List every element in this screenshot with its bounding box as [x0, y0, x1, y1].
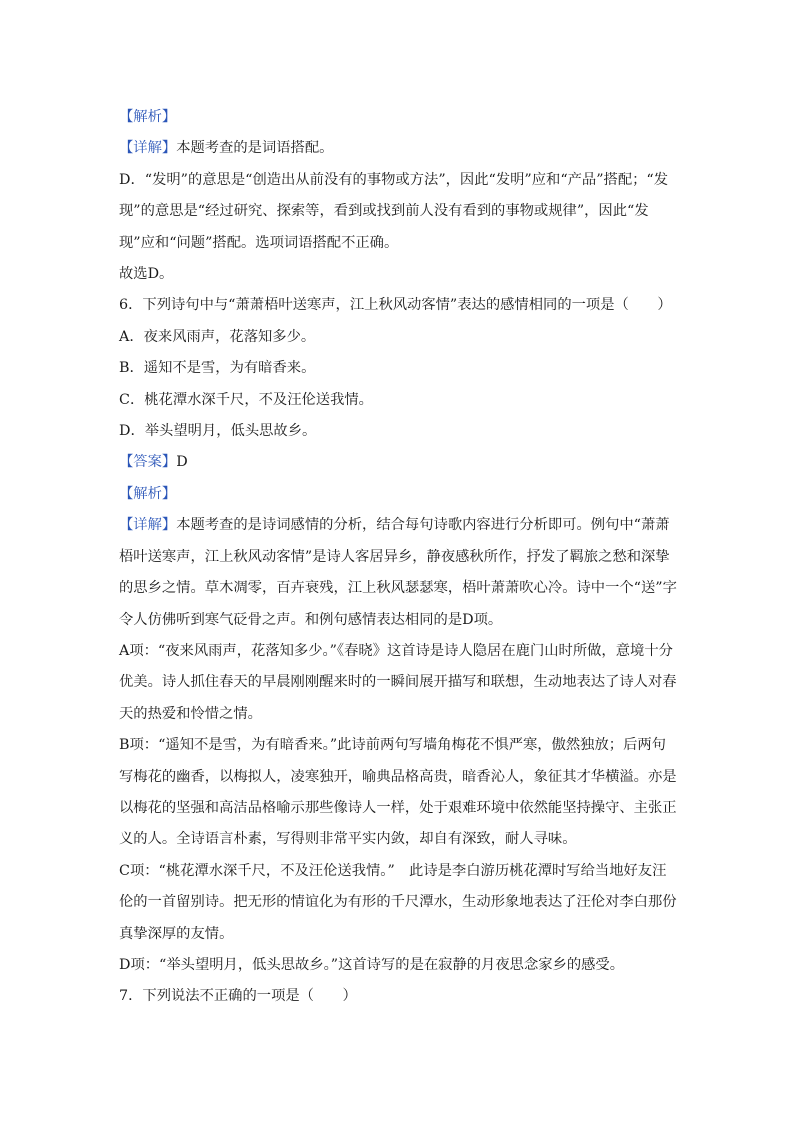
- question-6-option-c: C．桃花潭水深千尺，不及汪伦送我情。: [119, 391, 373, 408]
- question-6-option-a: A．夜来风雨声，花落知多少。: [119, 328, 316, 345]
- question-6-option-d: D．举头望明月，低头思故乡。: [119, 423, 317, 440]
- detail-paragraph: [119, 133, 679, 164]
- analysis-tag: 【解析】: [119, 109, 177, 125]
- item-c-analysis: C项：“桃花潭水深千尺，不及汪伦送我情。” 此诗是李白游历桃花潭时写给当地好友汪伦的一首留别诗。把无形的情谊化为有形的千尺潭水，生动形象地表达了汪伦对李白那份真挚深厚的友情。: [119, 862, 677, 942]
- option-d-explanation: D．“发明”的意思是“创造出从前没有的事物或方法”，因此“发明”应和“产品”搭配；“发现”的意思是“经过研究、探索等，看到或找到前人没有看到的事物或规律”，因此“发现”应和“问题”搭配。选项词语搭配不正确。: [119, 171, 669, 251]
- document-content: [119, 102, 679, 1013]
- detail-tag: 【详解】: [119, 140, 177, 157]
- conclusion: 故选D。: [119, 266, 174, 283]
- detail-tag-6: 【详解】: [119, 517, 177, 534]
- item-d-analysis: D项：“举头望明月，低头思故乡。”这首诗写的是在寂静的月夜思念家乡的感受。: [119, 956, 625, 973]
- question-6-option-b: B．遥知不是雪，为有暗香来。: [119, 360, 316, 377]
- analysis-heading-6: [119, 479, 679, 510]
- question-6-stem: 6．下列诗句中与“萧萧梧叶送寒声，江上秋风动客情”表达的感情相同的一项是（ ）: [119, 297, 672, 314]
- detail-text-6: 本题考查的是诗词感情的分析，结合每句诗歌内容进行分析即可。例句中“萧萧梧叶送寒声，江上秋风动客情”是诗人客居异乡，静夜感秋所作，抒发了羁旅之愁和深挚的思乡之情。草木凋零，百卉衰残，江上秋风瑟瑟寒，梧叶萧萧吹心冷。诗中一个“送”字令人仿佛听到寒气砭骨之声。和例句感情表达相同的是D项。: [119, 517, 677, 628]
- detail-paragraph-6: [119, 510, 679, 636]
- item-b-analysis: B项：“遥知不是雪，为有暗香来。”此诗前两句写墙角梅花不惧严寒，傲然独放；后两句写梅花的幽香，以梅拟人，凌寒独开，喻典品格高贵，暗香沁人，象征其才华横溢。亦是以梅花的坚强和高洁品格喻示那些像诗人一样，处于艰难环境中依然能坚持操守、主张正义的人。全诗语言朴素，写得则非常平实内敛，却自有深致，耐人寻味。: [119, 737, 677, 848]
- answer-value: D: [176, 454, 188, 471]
- question-7-stem: 7．下列说法不正确的一项是（ ）: [119, 988, 357, 1005]
- item-a-analysis: A项：“夜来风雨声，花落知多少。”《春晓》这首诗是诗人隐居在鹿门山时所做，意境十分优美。诗人抓住春天的早晨刚刚醒来时的一瞬间展开描写和联想，生动地表达了诗人对春天的热爱和怜惜之情。: [119, 642, 677, 722]
- analysis-tag-6: 【解析】: [119, 485, 177, 502]
- answer-tag: 【答案】: [119, 454, 177, 471]
- detail-text: 本题考查的是词语搭配。: [176, 140, 334, 157]
- analysis-heading: [119, 102, 679, 133]
- answer-line: [119, 447, 679, 478]
